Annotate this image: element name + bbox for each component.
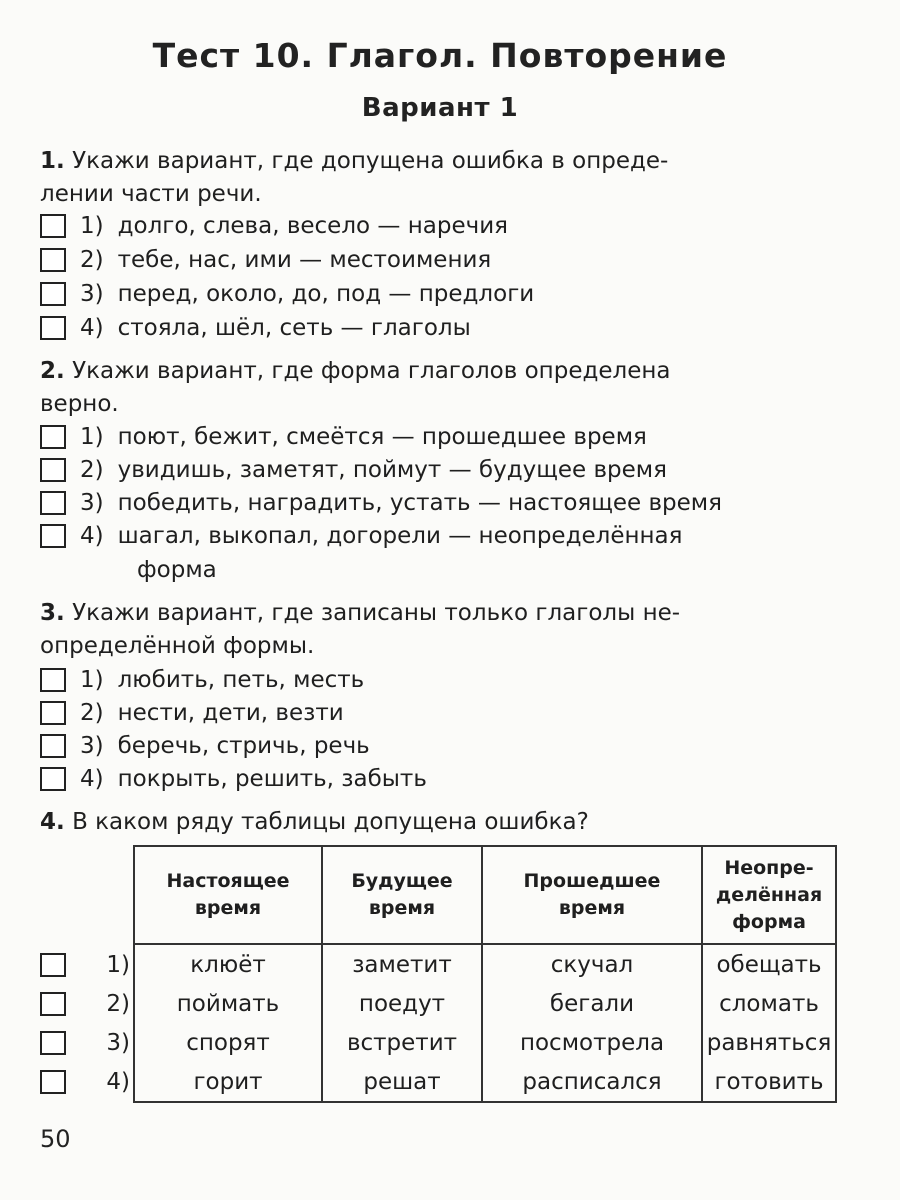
question-1-number: 1. [40, 148, 65, 174]
table-cell: горит [134, 1062, 322, 1102]
option-number: 4) [80, 523, 104, 549]
answer-checkbox[interactable] [40, 701, 66, 725]
table-cell: обещать [702, 944, 836, 984]
option-text: долго, слева, весело — наречия [117, 213, 508, 239]
table-cell: клюёт [134, 944, 322, 984]
answer-checkbox[interactable] [40, 1031, 66, 1055]
question-2-option-4[interactable] [40, 520, 835, 552]
question-3-option-1[interactable] [40, 664, 364, 696]
verb-forms-table [133, 845, 837, 1103]
question-1-line2: лении части речи. [40, 181, 262, 207]
question-1-option-2[interactable] [40, 244, 491, 276]
table-row [134, 1023, 836, 1062]
answer-checkbox[interactable] [40, 282, 66, 306]
question-3-line1: Укажи вариант, где записаны только глаголы не- [72, 600, 681, 626]
answer-checkbox[interactable] [40, 767, 66, 791]
page-title: Тест 10. Глагол. Повторение [152, 36, 728, 75]
option-number: 3) [80, 281, 104, 307]
page-number: 50 [40, 1125, 71, 1153]
question-3-option-3[interactable] [40, 730, 370, 762]
option-text: форма [137, 557, 217, 583]
header-infinitive: Неопре- делённая форма [702, 846, 836, 944]
option-number: 3) [106, 1029, 130, 1056]
question-4-option-3[interactable] [40, 1023, 130, 1062]
question-4-option-2[interactable] [40, 984, 130, 1023]
option-number: 4) [106, 1068, 130, 1095]
answer-checkbox[interactable] [40, 524, 66, 548]
option-text: шагал, выкопал, догорели — неопределённая [117, 523, 683, 549]
option-number: 1) [80, 424, 104, 450]
table-cell: заметит [322, 944, 482, 984]
option-number: 4) [80, 315, 104, 341]
question-2-line2: верно. [40, 391, 119, 417]
table-cell: бегали [482, 984, 702, 1023]
option-number: 3) [80, 490, 104, 516]
table-cell: равняться [702, 1023, 836, 1062]
question-4-text [40, 806, 835, 839]
answer-checkbox[interactable] [40, 668, 66, 692]
table-cell: готовить [702, 1062, 836, 1102]
answer-checkbox[interactable] [40, 1070, 66, 1094]
table-cell: поймать [134, 984, 322, 1023]
option-text: беречь, стричь, речь [117, 733, 370, 759]
answer-checkbox[interactable] [40, 214, 66, 238]
question-2-text [40, 355, 835, 421]
option-text: перед, около, до, под — предлоги [117, 281, 535, 307]
answer-checkbox[interactable] [40, 491, 66, 515]
option-text: любить, петь, месть [117, 667, 365, 693]
table-cell: поедут [322, 984, 482, 1023]
question-1-line1: Укажи вариант, где допущена ошибка в опреде- [72, 148, 669, 174]
question-2-option-4-continuation [137, 554, 217, 586]
table-row [134, 1062, 836, 1102]
question-3-number: 3. [40, 600, 65, 626]
question-1-option-3[interactable] [40, 278, 534, 310]
option-text: победить, наградить, устать — настоящее время [117, 490, 722, 516]
answer-checkbox[interactable] [40, 248, 66, 272]
answer-checkbox[interactable] [40, 992, 66, 1016]
option-text: увидишь, заметят, поймут — будущее время [117, 457, 667, 483]
table-cell: спорят [134, 1023, 322, 1062]
question-3-option-4[interactable] [40, 763, 427, 795]
option-number: 2) [80, 247, 104, 273]
option-text: тебе, нас, ими — местоимения [117, 247, 492, 273]
question-3-text [40, 597, 835, 663]
question-2-option-2[interactable] [40, 454, 667, 486]
table-header-row [134, 846, 836, 944]
question-1-option-4[interactable] [40, 312, 471, 344]
table-cell: сломать [702, 984, 836, 1023]
question-2-line1: Укажи вариант, где форма глаголов определена [72, 358, 671, 384]
option-number: 1) [80, 667, 104, 693]
option-number: 2) [80, 700, 104, 726]
variant-subtitle: Вариант 1 [361, 93, 519, 123]
question-1-option-1[interactable] [40, 210, 508, 242]
option-text: стояла, шёл, сеть — глаголы [117, 315, 471, 341]
table-cell: посмотрела [482, 1023, 702, 1062]
option-number: 3) [80, 733, 104, 759]
option-text: поют, бежит, смеётся — прошедшее время [117, 424, 647, 450]
question-4-option-4[interactable] [40, 1062, 130, 1101]
table-row [134, 944, 836, 984]
table-cell: встретит [322, 1023, 482, 1062]
answer-checkbox[interactable] [40, 734, 66, 758]
option-number: 1) [106, 951, 130, 978]
question-3-line2: определённой формы. [40, 633, 315, 659]
header-present-tense: Настоящее время [134, 846, 322, 944]
question-2-option-1[interactable] [40, 421, 647, 453]
option-text: покрыть, решить, забыть [117, 766, 427, 792]
question-2-option-3[interactable] [40, 487, 722, 519]
option-number: 1) [80, 213, 104, 239]
option-text: нести, дети, везти [117, 700, 344, 726]
table-row [134, 984, 836, 1023]
question-2-number: 2. [40, 358, 65, 384]
table-cell: скучал [482, 944, 702, 984]
header-future-tense: Будущее время [322, 846, 482, 944]
table-cell: расписался [482, 1062, 702, 1102]
question-4-line1: В каком ряду таблицы допущена ошибка? [72, 809, 589, 835]
question-4-option-1[interactable] [40, 945, 130, 984]
answer-checkbox[interactable] [40, 458, 66, 482]
option-number: 2) [80, 457, 104, 483]
option-number: 4) [80, 766, 104, 792]
answer-checkbox[interactable] [40, 316, 66, 340]
option-number: 2) [106, 990, 130, 1017]
question-1-text [40, 145, 835, 211]
answer-checkbox[interactable] [40, 425, 66, 449]
header-past-tense: Прошедшее время [482, 846, 702, 944]
answer-checkbox[interactable] [40, 953, 66, 977]
question-3-option-2[interactable] [40, 697, 344, 729]
question-4-number: 4. [40, 809, 65, 835]
table-cell: решат [322, 1062, 482, 1102]
